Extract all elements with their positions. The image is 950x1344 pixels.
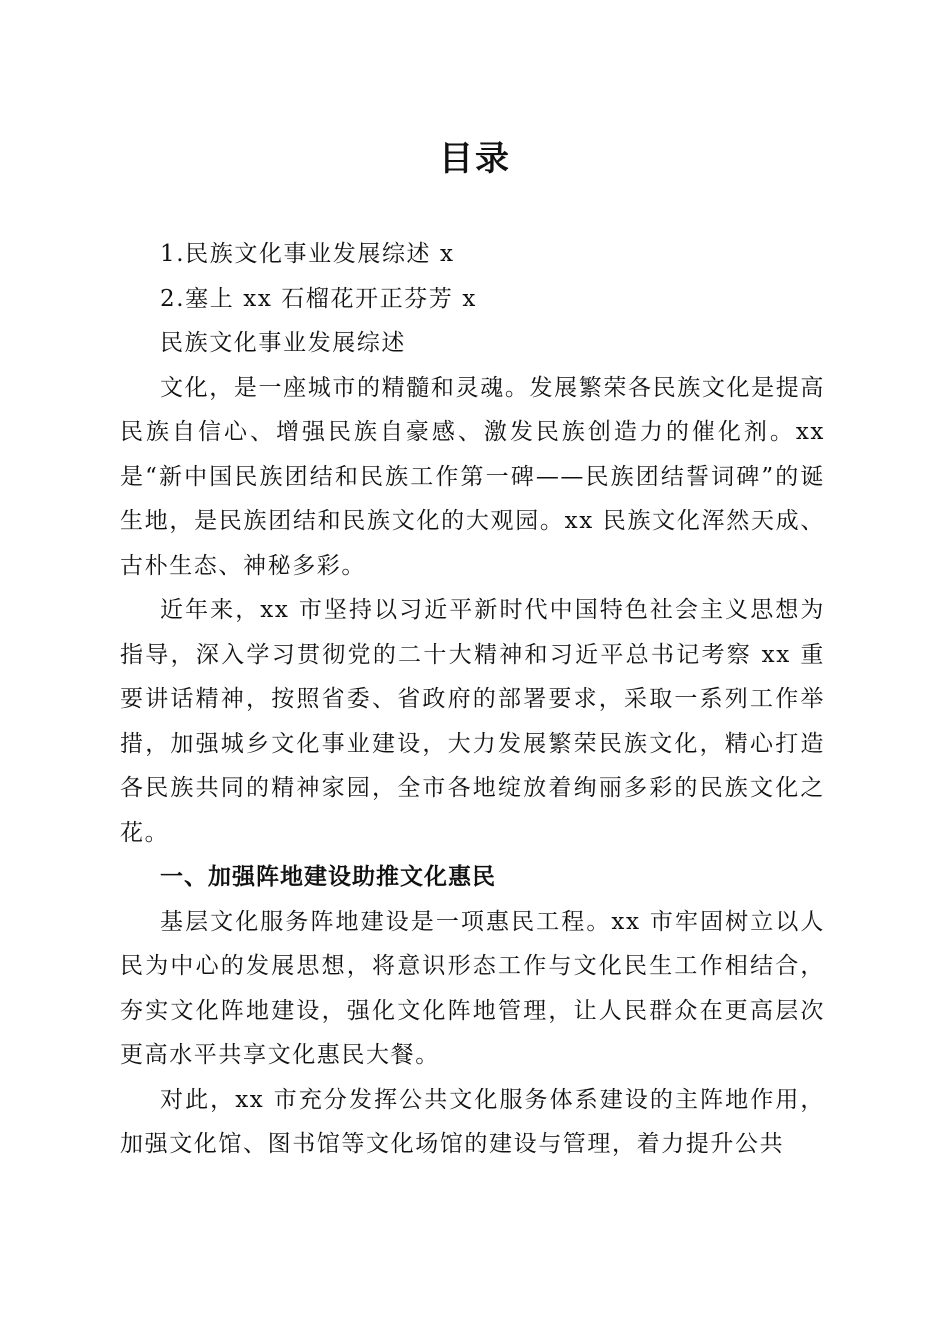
document-body [120,232,825,1167]
toc-item-1: 1.民族文化事业发展综述 x [160,241,455,267]
paragraph: 文化，是一座城市的精髓和灵魂。发展繁荣各民族文化是提高民族自信心、增强民族自豪感、激发民族创造力的催化剂。xx 是“新中国民族团结和民族工作第一碑——民族团结誓词碑”的诞生地，是民族团结和民族文化的大观园。xx 民族文化浑然天成、古朴生态、神秘多彩。 [120,374,825,579]
paragraph: 对此，xx 市充分发挥公共文化服务体系建设的主阵地作用，加强文化馆、图书馆等文化场馆的建设与管理，着力提升公共 [120,1086,825,1157]
section-title: 民族文化事业发展综述 [160,330,406,356]
paragraph: 近年来，xx 市坚持以习近平新时代中国特色社会主义思想为指导，深入学习贯彻党的二十大精神和习近平总书记考察 xx 重要讲话精神，按照省委、省政府的部署要求，采取一系列工作举措，加强城乡文化事业建设，大力发展繁荣民族文化，精心打造各民族共同的精神家园，全市各地绽放着绚丽多彩的民族文化之花。 [120,597,825,846]
toc-item-2: 2.塞上 xx 石榴花开正芬芳 x [160,285,477,312]
page-title: 目录 [439,139,511,179]
section-heading: 一、加强阵地建设助推文化惠民 [160,864,496,890]
paragraph: 基层文化服务阵地建设是一项惠民工程。xx 市牢固树立以人民为中心的发展思想，将意识形态工作与文化民生工作相结合，夯实文化阵地建设，强化文化阵地管理，让人民群众在更高层次更高水平共享文化惠民大餐。 [120,908,825,1068]
